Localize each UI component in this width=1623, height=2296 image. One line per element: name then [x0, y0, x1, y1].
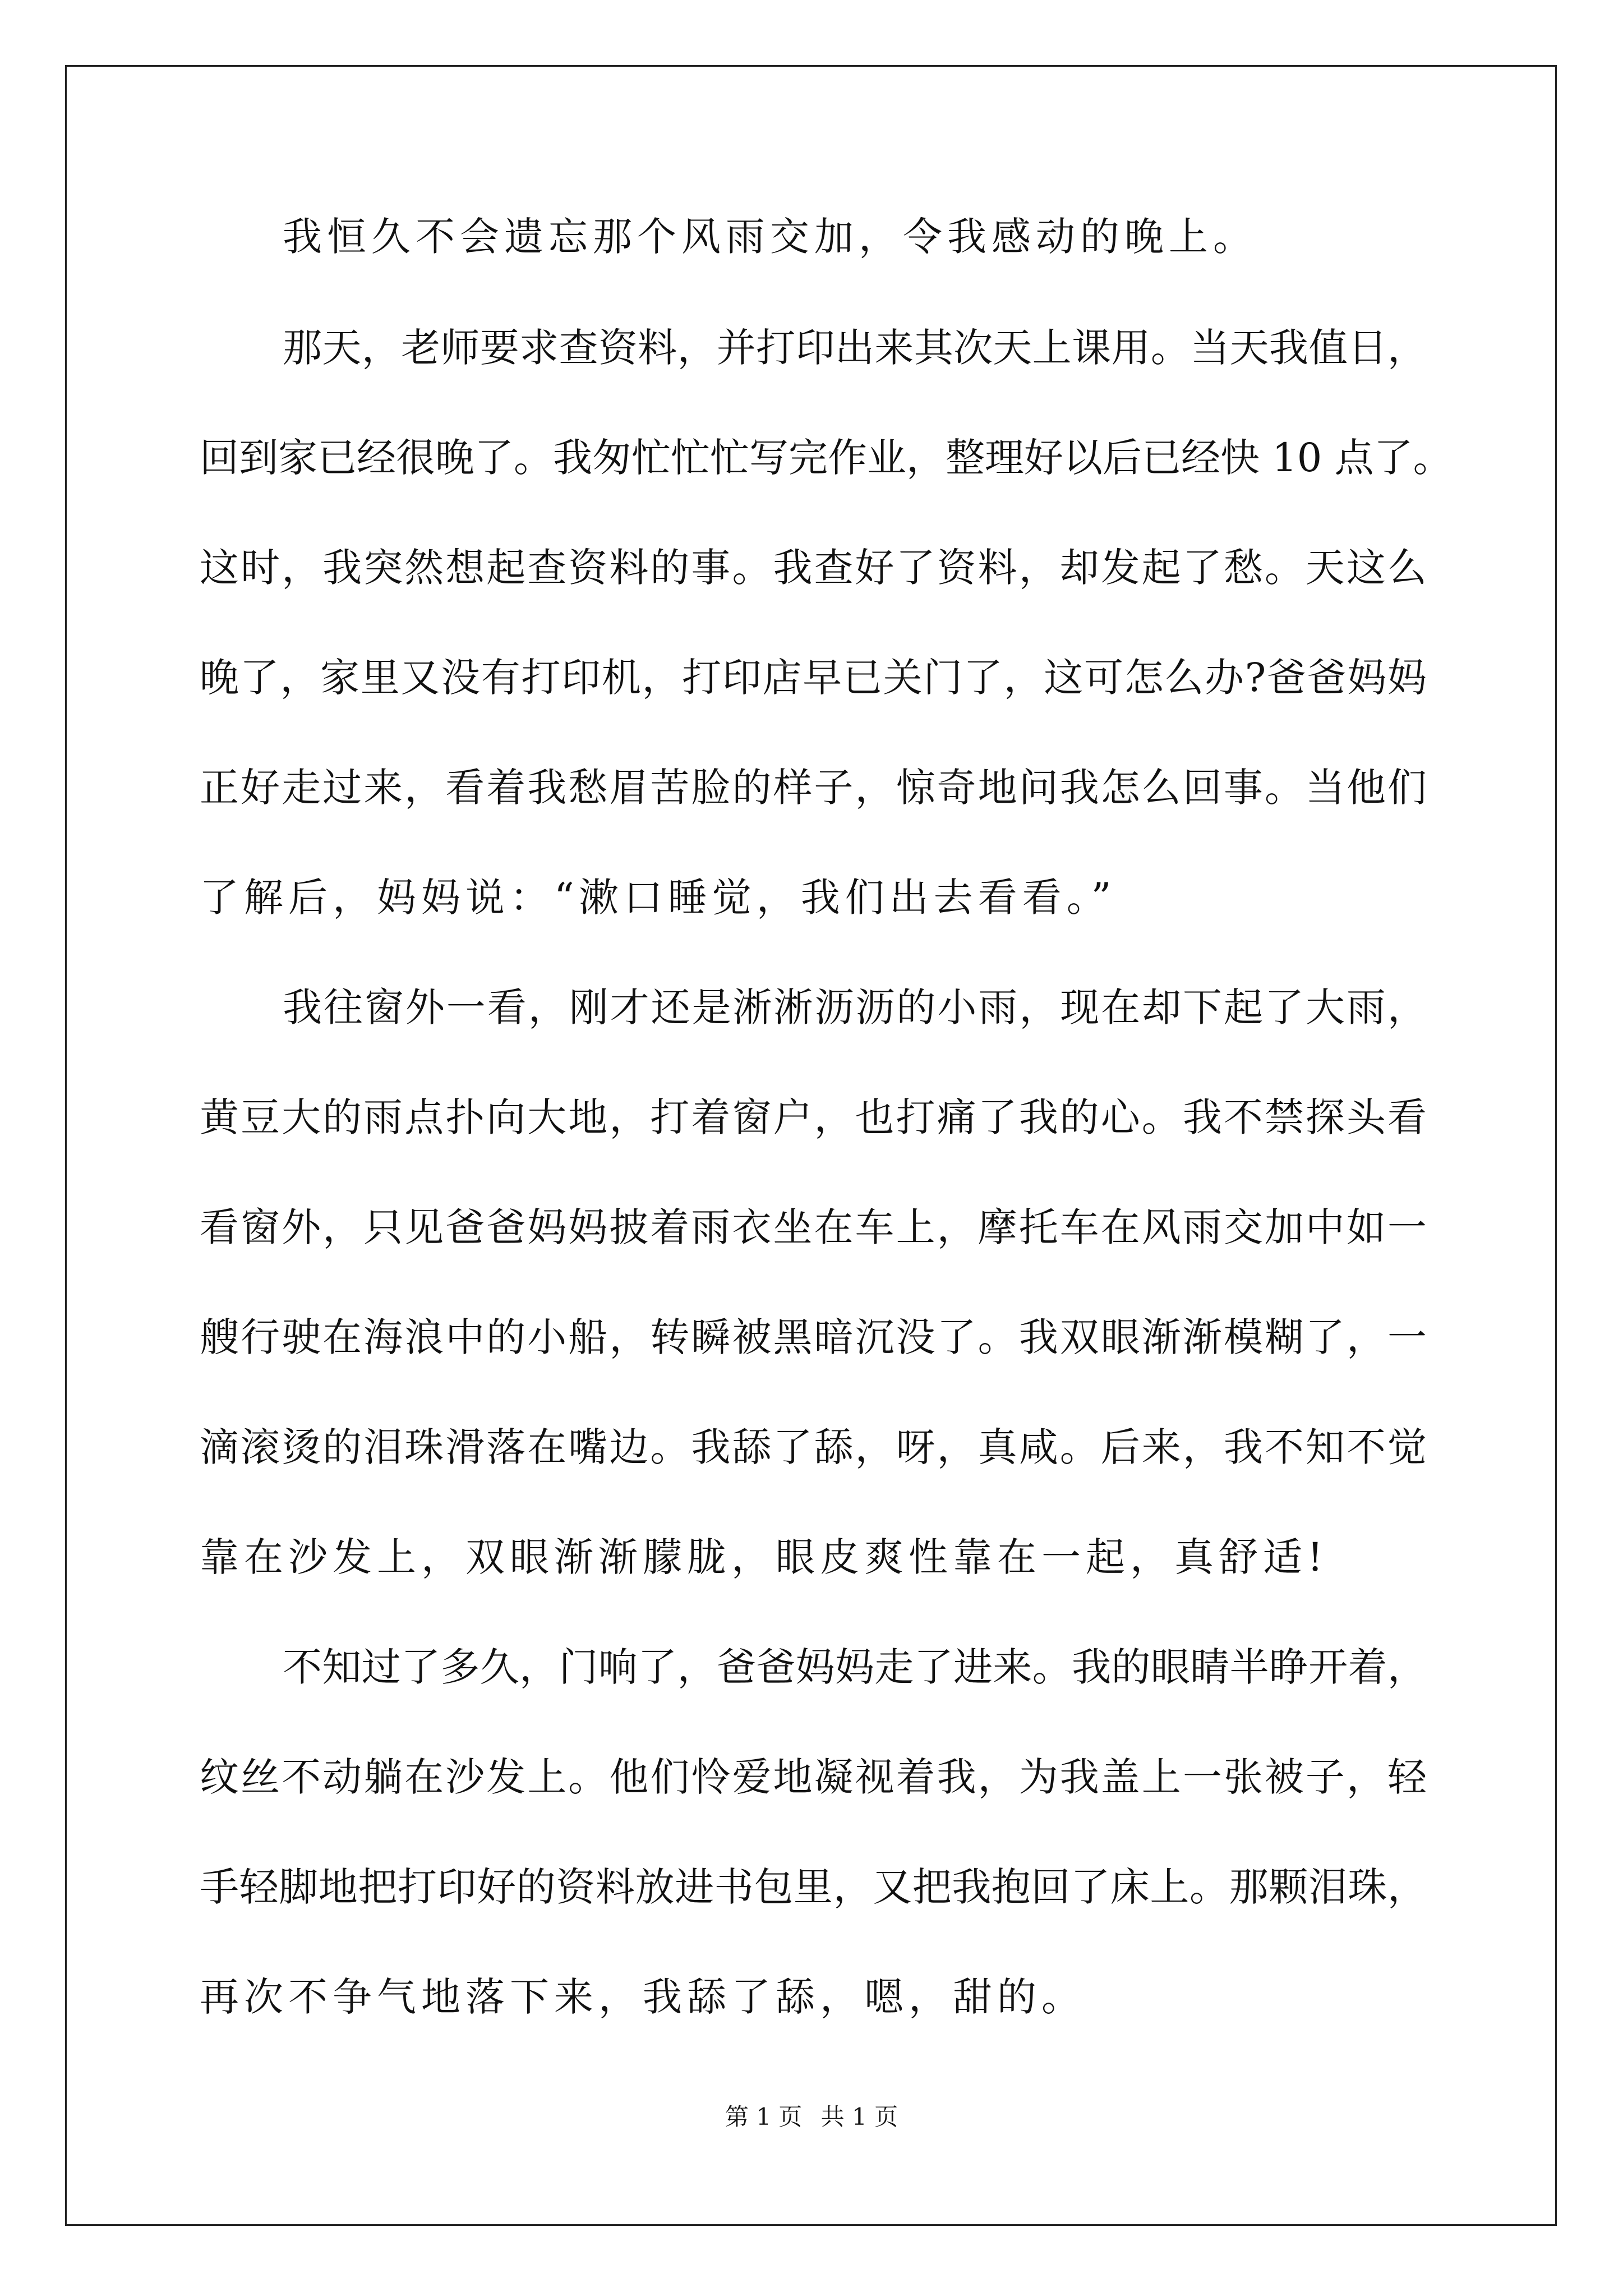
text-line: 了解后，妈妈说：“漱口睡觉，我们出去看看。” — [200, 875, 1117, 921]
text-line: 我往窗外一看，刚才还是淅淅沥沥的小雨，现在却下起了大雨， — [283, 984, 1427, 1030]
text-line: 艘行驶在海浪中的小船，转瞬被黑暗沉没了。我双眼渐渐模糊了，一 — [200, 1314, 1427, 1360]
page-total: 共 1 页 — [820, 2103, 898, 2131]
text-line: 正好走过来，看着我愁眉苦脸的样子，惊奇地问我怎么回事。当他们 — [200, 765, 1427, 811]
text-line: 看窗外，只见爸爸妈妈披着雨衣坐在车上，摩托车在风雨交加中如一 — [200, 1204, 1427, 1250]
text-line: 滴滚烫的泪珠滑落在嘴边。我舔了舔，呀，真咸。后来，我不知不觉 — [200, 1424, 1427, 1470]
text-line: 这时，我突然想起查资料的事。我查好了资料，却发起了愁。天这么 — [200, 545, 1427, 591]
text-line: 那天，老师要求查资料，并打印出来其次天上课用。当天我值日， — [283, 325, 1427, 371]
text-line: 不知过了多久，门响了，爸爸妈妈走了进来。我的眼睛半睁开着， — [283, 1644, 1427, 1690]
text-line: 靠在沙发上，双眼渐渐朦胧，眼皮爽性靠在一起，真舒适! — [200, 1534, 1329, 1580]
page-footer — [0, 2100, 1623, 2134]
page-number: 第 1 页 — [725, 2103, 803, 2131]
text-line: 纹丝不动躺在沙发上。他们怜爱地凝视着我，为我盖上一张被子，轻 — [200, 1754, 1427, 1800]
text-line: 手轻脚地把打印好的资料放进书包里，又把我抱回了床上。那颗泪珠， — [200, 1864, 1427, 1910]
text-line: 我恒久不会遗忘那个风雨交加，令我感动的晚上。 — [283, 214, 1257, 260]
text-line: 晚了，家里又没有打印机，打印店早已关门了，这可怎么办?爸爸妈妈 — [200, 655, 1427, 701]
text-line: 回到家已经很晚了。我匆忙忙忙写完作业，整理好以后已经快 10 点了。 — [200, 435, 1453, 481]
text-line: 再次不争气地落下来，我舔了舔，嗯，甜的。 — [200, 1974, 1086, 2020]
text-line: 黄豆大的雨点扑向大地，打着窗户，也打痛了我的心。我不禁探头看 — [200, 1094, 1427, 1140]
